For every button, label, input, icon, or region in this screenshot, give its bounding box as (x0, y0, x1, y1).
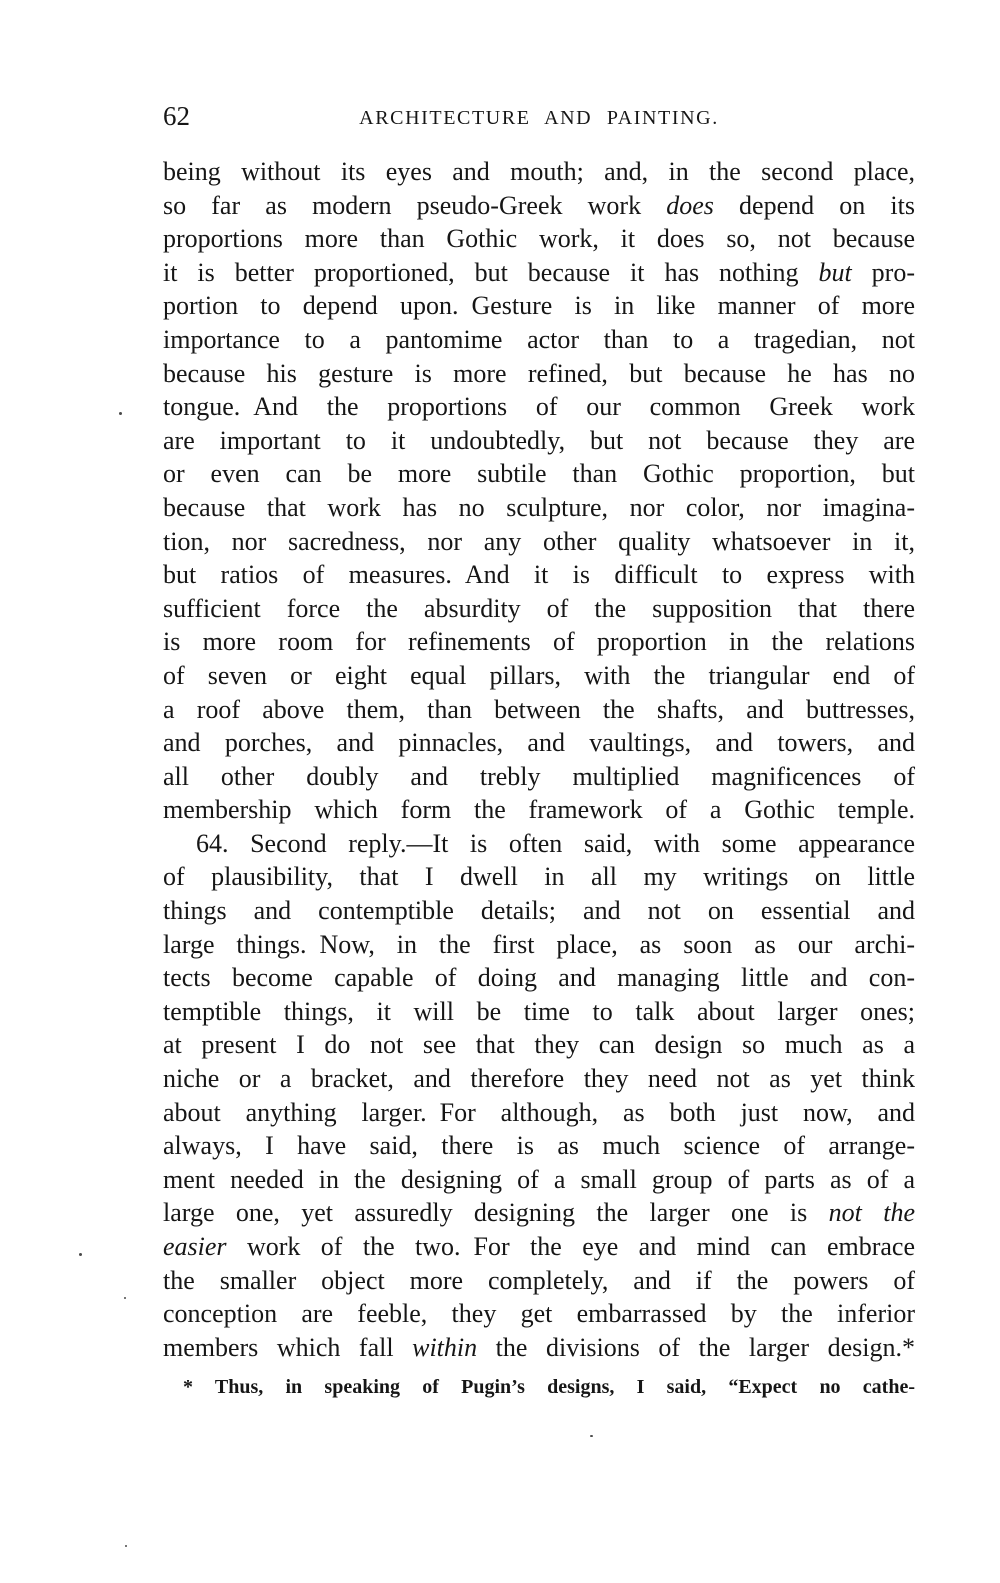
paragraph (163, 155, 915, 827)
paragraph (163, 827, 915, 1365)
text-line: large things. Now, in the first place, as soon as our archi- (163, 929, 915, 959)
text-line: being without its eyes and mouth; and, in the second place, (163, 157, 915, 186)
text-line: are important to it undoubtedly, but not because they are (163, 425, 915, 455)
text-line: tion, nor sacredness, nor any other quality whatsoever in it, (163, 526, 915, 556)
text-line: is more room for refinements of proportion in the relations (163, 627, 915, 657)
text-line: 64. Second reply.—It is often said, with some appearance (196, 828, 915, 858)
text-line: niche or a bracket, and therefore they need not as yet think (163, 1064, 915, 1094)
text-line: membership which form the framework of a Gothic temple. (163, 795, 915, 825)
text-line: conception are feeble, they get embarrassed by the inferior (163, 1299, 915, 1329)
text-line: so far as modern pseudo-Greek work does depend on its (163, 190, 915, 220)
text-line: always, I have said, there is as much science of arrange- (163, 1131, 915, 1161)
text-line: portion to depend upon. Gesture is in like manner of more (163, 291, 915, 321)
text-line: it is better proportioned, but because it has nothing but pro- (163, 257, 915, 287)
text-line: but ratios of measures. And it is difficult to express with (163, 560, 915, 590)
scan-speck (125, 1545, 127, 1547)
page-number: 62 (163, 101, 190, 131)
text-line: of seven or eight equal pillars, with the triangular end of (163, 660, 915, 690)
text-line: ment needed in the designing of a small group of parts as of a (163, 1164, 915, 1194)
text-line: importance to a pantomime actor than to a tragedian, not (163, 324, 915, 354)
text-line: the smaller object more completely, and if the powers of (163, 1265, 915, 1295)
text-line: tongue. And the proportions of our common Greek work (163, 392, 915, 422)
text-line: temptible things, it will be time to talk about larger ones; (163, 996, 915, 1026)
text-line: members which fall within the divisions of the larger design.* (163, 1332, 915, 1362)
text-line: a roof above them, than between the shafts, and buttresses, (163, 694, 915, 724)
text-line: and porches, and pinnacles, and vaultings, and towers, and (163, 728, 915, 758)
scan-speck (590, 1435, 593, 1437)
text-line: at present I do not see that they can design so much as a (163, 1030, 915, 1060)
running-head-title: ARCHITECTURE AND PAINTING. (359, 107, 719, 129)
text-line: because his gesture is more refined, but because he has no (163, 358, 915, 388)
scan-speck (124, 1297, 126, 1299)
text-line: things and contemptible details; and not on essential and (163, 896, 915, 926)
text-line: about anything larger. For although, as both just now, and (163, 1097, 915, 1127)
text-line: of plausibility, that I dwell in all my writings on little (163, 862, 915, 892)
text-line: because that work has no sculpture, nor color, nor imagina- (163, 492, 915, 522)
text-line: sufficient force the absurdity of the supposition that there (163, 593, 915, 623)
scan-speck (119, 412, 122, 415)
text-line: all other doubly and trebly multiplied magnificences of (163, 761, 915, 791)
text-line: large one, yet assuredly designing the larger one is not the (163, 1198, 915, 1228)
running-header (163, 101, 915, 135)
text-line: or even can be more subtile than Gothic proportion, but (163, 459, 915, 489)
scan-speck (79, 1253, 82, 1256)
footnote: * Thus, in speaking of Pugin’s designs, I said, “Expect no cathe- (183, 1376, 915, 1398)
text-line: proportions more than Gothic work, it does so, not because (163, 224, 915, 254)
text-line: tects become capable of doing and managing little and con- (163, 963, 915, 993)
body-text (163, 155, 915, 1364)
text-line: easier work of the two. For the eye and mind can embrace (163, 1232, 915, 1261)
